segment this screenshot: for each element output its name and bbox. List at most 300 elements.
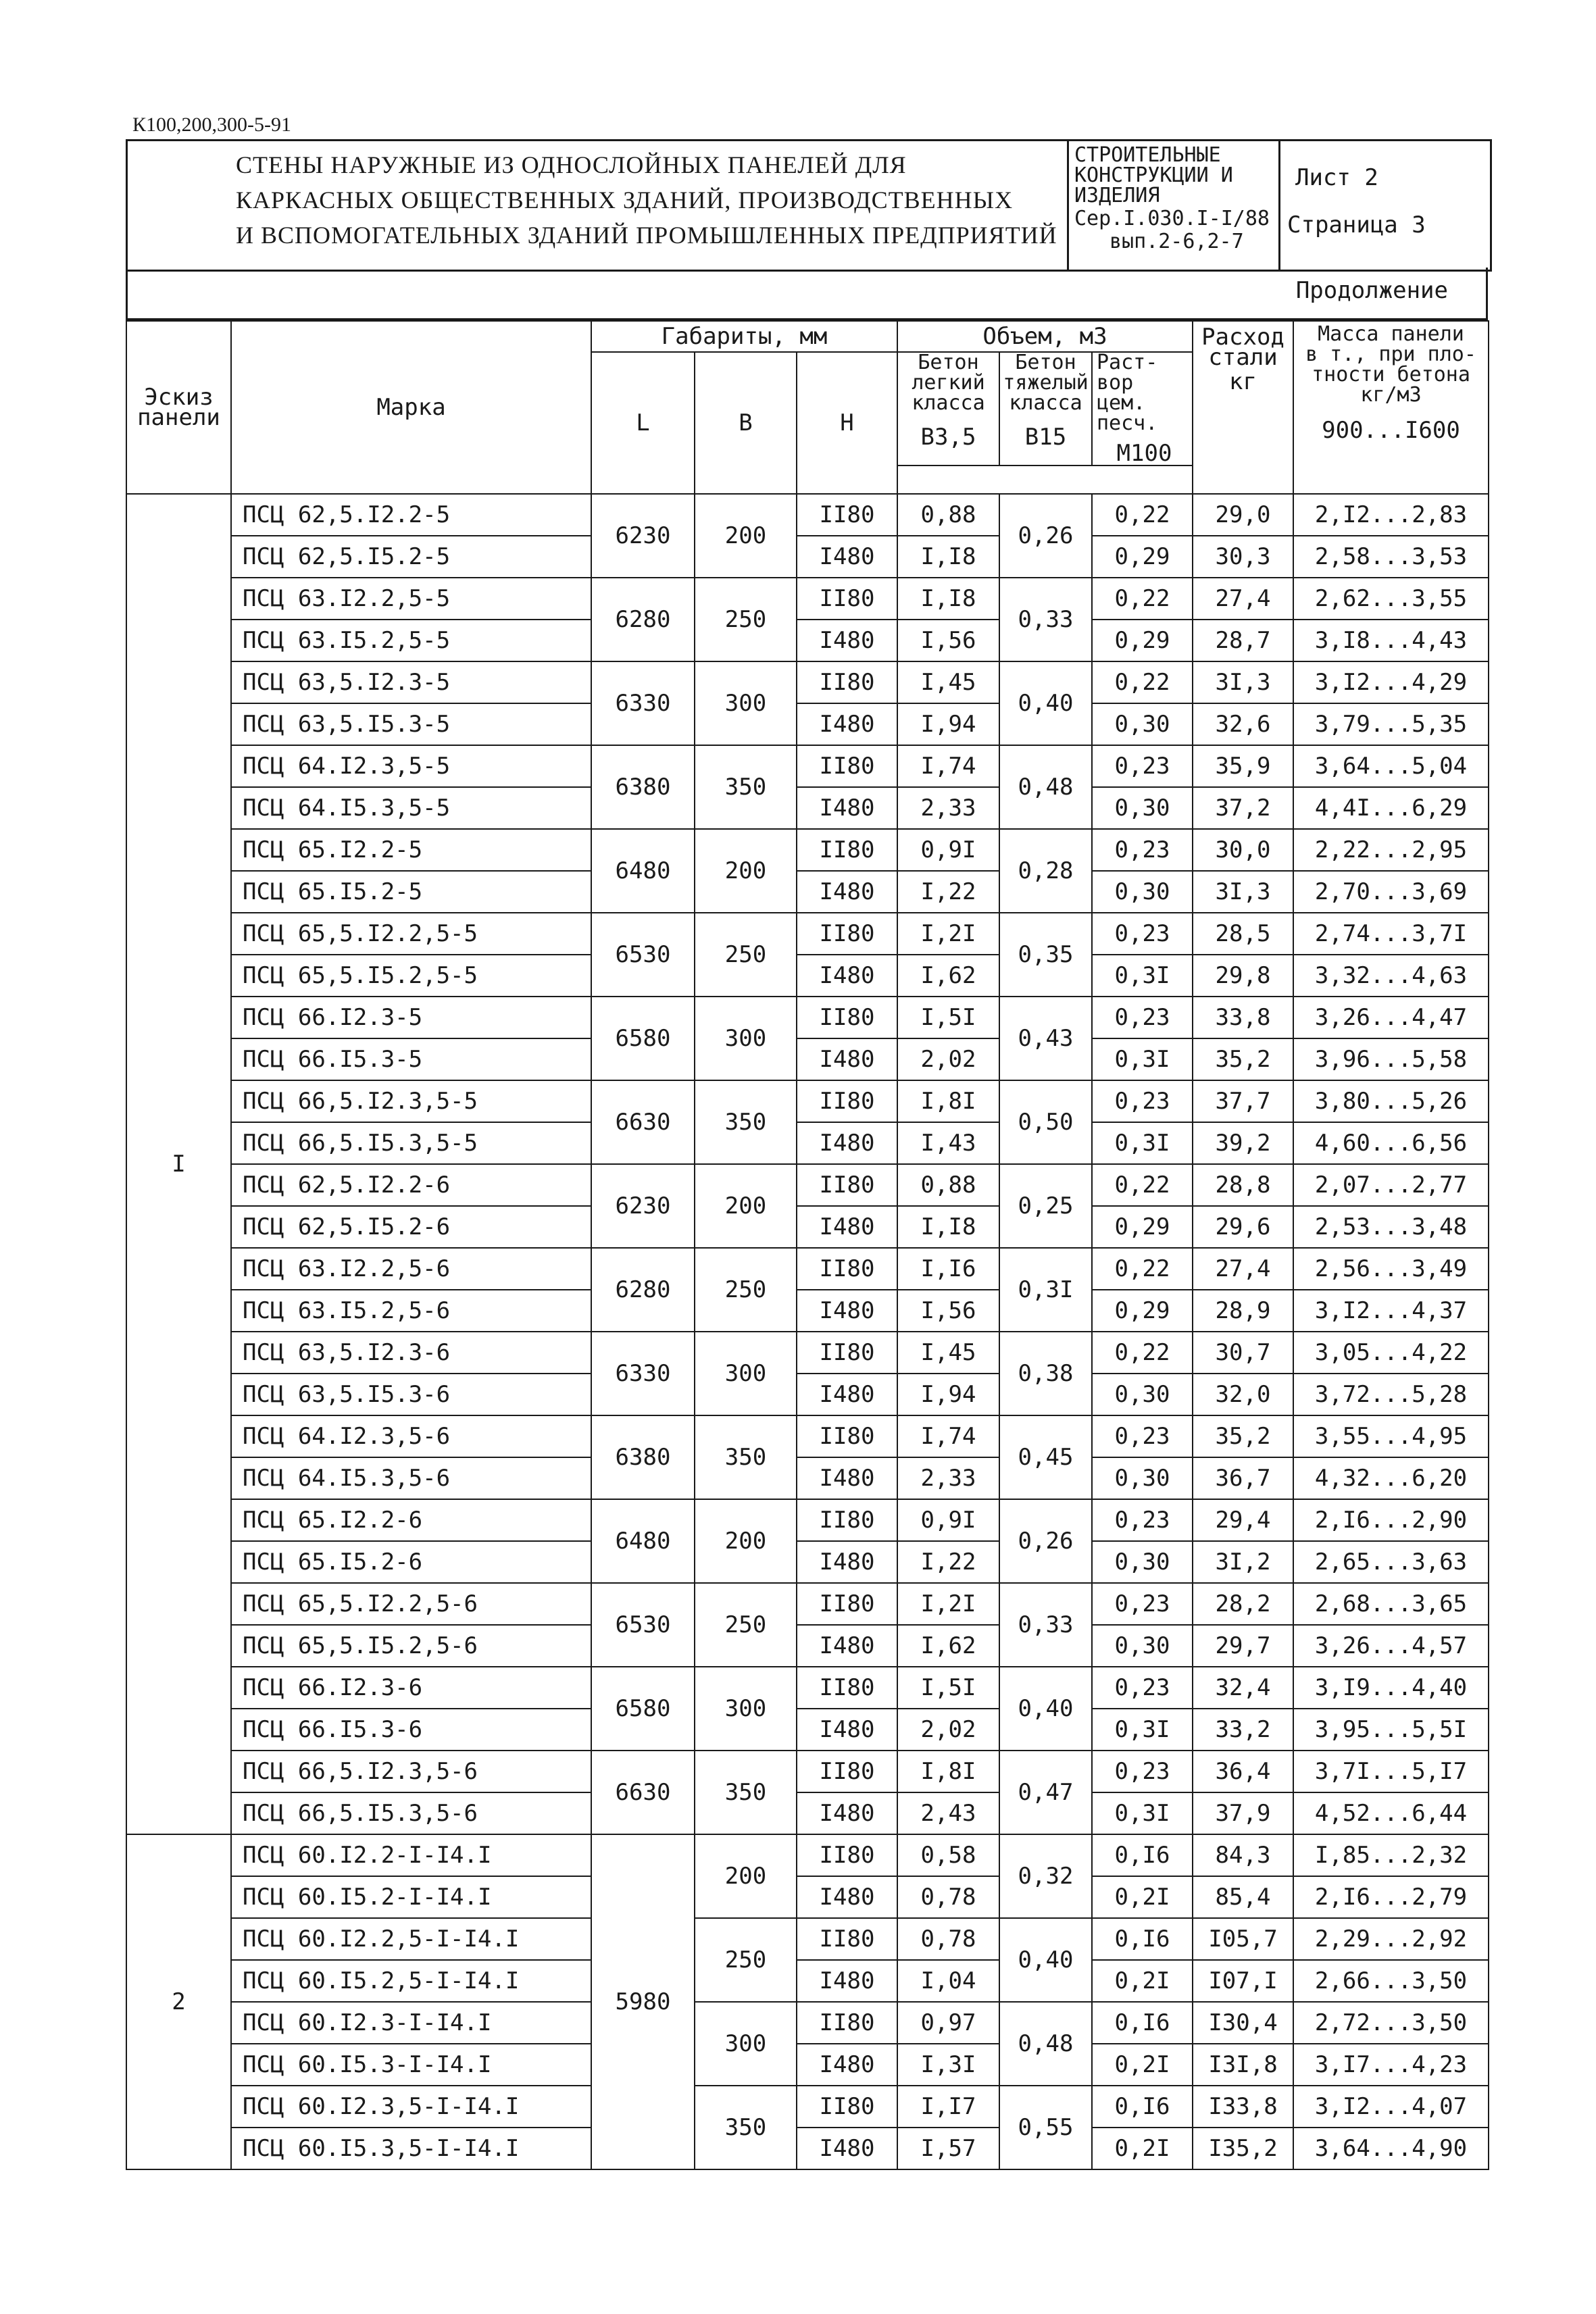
height-cell: I480 — [797, 1122, 897, 1164]
light-concrete-cell: I,94 — [897, 1374, 999, 1415]
heavy-concrete-cell: 0,33 — [999, 578, 1092, 661]
continuation-label: Продолжение — [1295, 277, 1448, 304]
width-cell: 300 — [695, 2002, 797, 2086]
table-row — [126, 1332, 1489, 1374]
light-concrete-cell: 0,97 — [897, 2002, 999, 2044]
mass-cell: 2,58...3,53 — [1293, 536, 1489, 578]
mark-cell: ПСЦ 66,5.I2.3,5-5 — [231, 1080, 591, 1122]
stamp-line: ИЗДЕЛИЯ — [1074, 184, 1160, 207]
mass-cell: 2,I2...2,83 — [1293, 494, 1489, 536]
table-row — [126, 2002, 1489, 2044]
light-concrete-cell: I,I8 — [897, 536, 999, 578]
steel-cell: 28,7 — [1193, 620, 1293, 661]
mark-cell: ПСЦ 66.I2.3-6 — [231, 1667, 591, 1709]
heavy-concrete-cell: 0,35 — [999, 913, 1092, 997]
mark-cell: ПСЦ 66,5.I2.3,5-6 — [231, 1751, 591, 1792]
mark-cell: ПСЦ 60.I5.3,5-I-I4.I — [231, 2128, 591, 2169]
mass-cell: 2,68...3,65 — [1293, 1583, 1489, 1625]
header-heavy-concrete: Бетон тяжелый класса В15 — [999, 352, 1092, 466]
table-row — [126, 997, 1489, 1038]
table-row — [126, 1751, 1489, 1792]
steel-cell: 36,4 — [1193, 1751, 1293, 1792]
height-cell: II80 — [797, 1583, 897, 1625]
height-cell: II80 — [797, 661, 897, 703]
mass-cell: 2,65...3,63 — [1293, 1541, 1489, 1583]
steel-cell: 29,6 — [1193, 1206, 1293, 1248]
height-cell: I480 — [797, 871, 897, 913]
steel-cell: 84,3 — [1193, 1834, 1293, 1876]
mortar-cell: 0,I6 — [1092, 1834, 1193, 1876]
mass-cell: 2,74...3,7I — [1293, 913, 1489, 955]
mortar-cell: 0,3I — [1092, 1792, 1193, 1834]
height-cell: I480 — [797, 1038, 897, 1080]
height-cell: I480 — [797, 787, 897, 829]
height-cell: II80 — [797, 829, 897, 871]
light-concrete-cell: 0,78 — [897, 1918, 999, 1960]
length-cell: 6380 — [591, 745, 695, 829]
width-cell: 350 — [695, 1415, 797, 1499]
mass-cell: 3,95...5,5I — [1293, 1709, 1489, 1751]
light-concrete-cell: I,2I — [897, 1583, 999, 1625]
light-concrete-cell: I,57 — [897, 2128, 999, 2169]
mark-cell: ПСЦ 62,5.I2.2-5 — [231, 494, 591, 536]
width-cell: 200 — [695, 1164, 797, 1248]
steel-cell: 30,3 — [1193, 536, 1293, 578]
table-row — [126, 494, 1489, 536]
length-cell: 6280 — [591, 578, 695, 661]
table-row — [126, 2044, 1489, 2086]
table-row — [126, 1541, 1489, 1583]
width-cell: 300 — [695, 997, 797, 1080]
mark-cell: ПСЦ 60.I2.3,5-I-I4.I — [231, 2086, 591, 2128]
light-concrete-cell: 0,88 — [897, 494, 999, 536]
length-cell: 6580 — [591, 997, 695, 1080]
header-H: Н — [797, 352, 897, 494]
mark-cell: ПСЦ 65,5.I2.2,5-6 — [231, 1583, 591, 1625]
mass-cell: 3,I2...4,07 — [1293, 2086, 1489, 2128]
table-row — [126, 1960, 1489, 2002]
heavy-concrete-cell: 0,26 — [999, 1499, 1092, 1583]
height-cell: I480 — [797, 1625, 897, 1667]
length-cell: 6480 — [591, 1499, 695, 1583]
stamp-line: Сер.I.030.I-I/88 — [1074, 207, 1270, 230]
table-row — [126, 1457, 1489, 1499]
width-cell: 300 — [695, 661, 797, 745]
light-concrete-cell: I,5I — [897, 1667, 999, 1709]
light-concrete-cell: I,I8 — [897, 1206, 999, 1248]
mortar-cell: 0,30 — [1092, 1457, 1193, 1499]
height-cell: II80 — [797, 745, 897, 787]
light-concrete-cell: I,04 — [897, 1960, 999, 2002]
mortar-cell: 0,22 — [1092, 1248, 1193, 1290]
light-concrete-cell: I,45 — [897, 661, 999, 703]
steel-cell: 3I,2 — [1193, 1541, 1293, 1583]
mortar-cell: 0,29 — [1092, 620, 1193, 661]
panel-specification-table — [126, 320, 1489, 2170]
steel-cell: 27,4 — [1193, 578, 1293, 620]
header-L: L — [591, 352, 695, 494]
width-cell: 200 — [695, 1499, 797, 1583]
steel-cell: 3I,3 — [1193, 661, 1293, 703]
title-line: СТЕНЫ НАРУЖНЫЕ ИЗ ОДНОСЛОЙНЫХ ПАНЕЛЕЙ ДЛЯ — [236, 151, 907, 178]
mortar-cell: 0,29 — [1092, 536, 1193, 578]
mortar-cell: 0,22 — [1092, 1332, 1193, 1374]
width-cell: 250 — [695, 1583, 797, 1667]
mortar-cell: 0,23 — [1092, 1080, 1193, 1122]
height-cell: II80 — [797, 578, 897, 620]
mortar-cell: 0,29 — [1092, 1290, 1193, 1332]
header-mark: Марка — [231, 321, 591, 494]
header-sketch: Эскиз панели — [126, 321, 231, 494]
steel-cell: 35,9 — [1193, 745, 1293, 787]
width-cell: 300 — [695, 1667, 797, 1751]
steel-cell: 3I,3 — [1193, 871, 1293, 913]
length-cell: 6530 — [591, 913, 695, 997]
header-B: В — [695, 352, 797, 494]
height-cell: II80 — [797, 913, 897, 955]
height-cell: II80 — [797, 1918, 897, 1960]
heavy-concrete-cell: 0,26 — [999, 494, 1092, 578]
mortar-cell: 0,30 — [1092, 871, 1193, 913]
heavy-concrete-cell: 0,40 — [999, 1918, 1092, 2002]
light-concrete-cell: 0,58 — [897, 1834, 999, 1876]
length-cell: 6530 — [591, 1583, 695, 1667]
stamp-line: КОНСТРУКЦИИ И — [1074, 164, 1233, 187]
height-cell: II80 — [797, 494, 897, 536]
mass-cell: 2,I6...2,79 — [1293, 1876, 1489, 1918]
table-row — [126, 1248, 1489, 1290]
height-cell: I480 — [797, 1709, 897, 1751]
document-code: К100,200,300-5-91 — [132, 114, 291, 136]
length-cell: 6230 — [591, 1164, 695, 1248]
height-cell: I480 — [797, 536, 897, 578]
heavy-concrete-cell: 0,48 — [999, 2002, 1092, 2086]
mortar-cell: 0,3I — [1092, 1122, 1193, 1164]
mortar-cell: 0,23 — [1092, 1751, 1193, 1792]
mark-cell: ПСЦ 65.I5.2-5 — [231, 871, 591, 913]
steel-cell: 29,0 — [1193, 494, 1293, 536]
mark-cell: ПСЦ 60.I2.3-I-I4.I — [231, 2002, 591, 2044]
mortar-cell: 0,23 — [1092, 745, 1193, 787]
width-cell: 350 — [695, 2086, 797, 2169]
mortar-cell: 0,23 — [1092, 829, 1193, 871]
header-steel: Расход стали кг — [1193, 321, 1293, 494]
table-row — [126, 536, 1489, 578]
mass-cell: 2,22...2,95 — [1293, 829, 1489, 871]
header-volume: Объем, м3 — [897, 321, 1193, 352]
stamp-line: СТРОИТЕЛЬНЫЕ — [1074, 143, 1221, 167]
light-concrete-cell: I,22 — [897, 1541, 999, 1583]
mark-cell: ПСЦ 63,5.I5.3-5 — [231, 703, 591, 745]
height-cell: I480 — [797, 2128, 897, 2169]
light-concrete-cell: 2,33 — [897, 787, 999, 829]
sheet-info — [1280, 141, 1490, 270]
header-mortar: Раст- вор цем. песч. М100 — [1092, 352, 1193, 466]
mortar-cell: 0,22 — [1092, 661, 1193, 703]
length-cell: 6630 — [591, 1751, 695, 1834]
table-row — [126, 871, 1489, 913]
table-row — [126, 1415, 1489, 1457]
mass-cell: 3,64...4,90 — [1293, 2128, 1489, 2169]
height-cell: I480 — [797, 1876, 897, 1918]
height-cell: I480 — [797, 1457, 897, 1499]
steel-cell: I30,4 — [1193, 2002, 1293, 2044]
mortar-cell: 0,3I — [1092, 1709, 1193, 1751]
mortar-cell: 0,30 — [1092, 703, 1193, 745]
table-row — [126, 829, 1489, 871]
mass-cell: 3,I8...4,43 — [1293, 620, 1489, 661]
width-cell: 250 — [695, 1918, 797, 2002]
mark-cell: ПСЦ 60.I5.3-I-I4.I — [231, 2044, 591, 2086]
light-concrete-cell: I,8I — [897, 1080, 999, 1122]
light-concrete-cell: I,56 — [897, 620, 999, 661]
steel-cell: 27,4 — [1193, 1248, 1293, 1290]
mark-cell: ПСЦ 66,5.I5.3,5-5 — [231, 1122, 591, 1164]
mortar-cell: 0,30 — [1092, 1541, 1193, 1583]
height-cell: II80 — [797, 1415, 897, 1457]
light-concrete-cell: I,I6 — [897, 1248, 999, 1290]
height-cell: II80 — [797, 1164, 897, 1206]
light-concrete-cell: I,I8 — [897, 578, 999, 620]
mortar-cell: 0,2I — [1092, 1960, 1193, 2002]
table-row — [126, 1080, 1489, 1122]
mark-cell: ПСЦ 60.I5.2-I-I4.I — [231, 1876, 591, 1918]
mark-cell: ПСЦ 66.I5.3-6 — [231, 1709, 591, 1751]
mark-cell: ПСЦ 63,5.I5.3-6 — [231, 1374, 591, 1415]
steel-cell: 28,2 — [1193, 1583, 1293, 1625]
mark-cell: ПСЦ 63.I5.2,5-6 — [231, 1290, 591, 1332]
table-row — [126, 703, 1489, 745]
mass-cell: I,85...2,32 — [1293, 1834, 1489, 1876]
mortar-cell: 0,I6 — [1092, 2002, 1193, 2044]
height-cell: II80 — [797, 2002, 897, 2044]
steel-cell: 29,8 — [1193, 955, 1293, 997]
header-light-concrete: Бетон легкий класса В3,5 — [897, 352, 999, 466]
light-concrete-cell: 2,02 — [897, 1038, 999, 1080]
mark-cell: ПСЦ 64.I5.3,5-6 — [231, 1457, 591, 1499]
light-concrete-cell: 0,88 — [897, 1164, 999, 1206]
table-row — [126, 1122, 1489, 1164]
width-cell: 250 — [695, 578, 797, 661]
steel-cell: I05,7 — [1193, 1918, 1293, 1960]
steel-cell: 32,4 — [1193, 1667, 1293, 1709]
height-cell: I480 — [797, 620, 897, 661]
mark-cell: ПСЦ 60.I2.2,5-I-I4.I — [231, 1918, 591, 1960]
table-row — [126, 1792, 1489, 1834]
length-cell: 6480 — [591, 829, 695, 913]
mass-cell: 4,4I...6,29 — [1293, 787, 1489, 829]
mark-cell: ПСЦ 64.I2.3,5-6 — [231, 1415, 591, 1457]
document-title — [128, 141, 1069, 270]
width-cell: 250 — [695, 913, 797, 997]
height-cell: II80 — [797, 2086, 897, 2128]
mark-cell: ПСЦ 65.I2.2-5 — [231, 829, 591, 871]
light-concrete-cell: I,56 — [897, 1290, 999, 1332]
mark-cell: ПСЦ 60.I2.2-I-I4.I — [231, 1834, 591, 1876]
mortar-cell: 0,I6 — [1092, 2086, 1193, 2128]
steel-cell: 37,9 — [1193, 1792, 1293, 1834]
length-cell: 5980 — [591, 1834, 695, 2169]
height-cell: I480 — [797, 955, 897, 997]
steel-cell: 30,7 — [1193, 1332, 1293, 1374]
width-cell: 300 — [695, 1332, 797, 1415]
mass-cell: 3,I7...4,23 — [1293, 2044, 1489, 2086]
steel-cell: 30,0 — [1193, 829, 1293, 871]
mark-cell: ПСЦ 62,5.I2.2-6 — [231, 1164, 591, 1206]
height-cell: II80 — [797, 1751, 897, 1792]
length-cell: 6230 — [591, 494, 695, 578]
heavy-concrete-cell: 0,48 — [999, 745, 1092, 829]
mark-cell: ПСЦ 65,5.I2.2,5-5 — [231, 913, 591, 955]
steel-cell: 29,7 — [1193, 1625, 1293, 1667]
heavy-concrete-cell: 0,43 — [999, 997, 1092, 1080]
steel-cell: I07,I — [1193, 1960, 1293, 2002]
light-concrete-cell: I,8I — [897, 1751, 999, 1792]
table-row — [126, 955, 1489, 997]
light-concrete-cell: I,2I — [897, 913, 999, 955]
steel-cell: 37,7 — [1193, 1080, 1293, 1122]
mark-cell: ПСЦ 63,5.I2.3-6 — [231, 1332, 591, 1374]
mortar-cell: 0,22 — [1092, 494, 1193, 536]
table-header — [126, 321, 1489, 494]
mass-cell: 3,26...4,47 — [1293, 997, 1489, 1038]
mortar-cell: 0,2I — [1092, 2128, 1193, 2169]
mark-cell: ПСЦ 65,5.I5.2,5-6 — [231, 1625, 591, 1667]
heavy-concrete-cell: 0,33 — [999, 1583, 1092, 1667]
heavy-concrete-cell: 0,25 — [999, 1164, 1092, 1248]
steel-cell: 85,4 — [1193, 1876, 1293, 1918]
width-cell: 200 — [695, 829, 797, 913]
heavy-concrete-cell: 0,40 — [999, 661, 1092, 745]
mass-cell: 4,52...6,44 — [1293, 1792, 1489, 1834]
light-concrete-cell: I,74 — [897, 1415, 999, 1457]
length-cell: 6380 — [591, 1415, 695, 1499]
page-number: Страница 3 — [1287, 211, 1426, 238]
width-cell: 350 — [695, 1080, 797, 1164]
height-cell: I480 — [797, 1960, 897, 2002]
light-concrete-cell: 2,43 — [897, 1792, 999, 1834]
light-concrete-cell: I,94 — [897, 703, 999, 745]
mass-cell: 3,I2...4,37 — [1293, 1290, 1489, 1332]
sheet-number: Лист 2 — [1295, 164, 1378, 191]
height-cell: II80 — [797, 1834, 897, 1876]
table-row — [126, 913, 1489, 955]
mark-cell: ПСЦ 63.I2.2,5-6 — [231, 1248, 591, 1290]
light-concrete-cell: I,43 — [897, 1122, 999, 1164]
heavy-concrete-cell: 0,38 — [999, 1332, 1092, 1415]
steel-cell: 33,2 — [1193, 1709, 1293, 1751]
table-row — [126, 1583, 1489, 1625]
mark-cell: ПСЦ 65,5.I5.2,5-5 — [231, 955, 591, 997]
heavy-concrete-cell: 0,45 — [999, 1415, 1092, 1499]
mass-cell: 3,26...4,57 — [1293, 1625, 1489, 1667]
title-line: КАРКАСНЫХ ОБЩЕСТВЕННЫХ ЗДАНИЙ, ПРОИЗВОДСТВЕННЫХ — [236, 186, 1014, 213]
mass-cell: 2,56...3,49 — [1293, 1248, 1489, 1290]
width-cell: 350 — [695, 745, 797, 829]
steel-cell: 29,4 — [1193, 1499, 1293, 1541]
steel-cell: I35,2 — [1193, 2128, 1293, 2169]
height-cell: I480 — [797, 1792, 897, 1834]
height-cell: II80 — [797, 997, 897, 1038]
header-mass: Масса панели в т., при пло- тности бетона кг/м3 900...I600 — [1293, 321, 1489, 494]
mass-cell: 2,07...2,77 — [1293, 1164, 1489, 1206]
mortar-cell: 0,2I — [1092, 1876, 1193, 1918]
steel-cell: 39,2 — [1193, 1122, 1293, 1164]
title-block — [126, 139, 1492, 272]
height-cell: II80 — [797, 1080, 897, 1122]
height-cell: I480 — [797, 1290, 897, 1332]
sketch-label: 2 — [126, 1834, 231, 2169]
length-cell: 6280 — [591, 1248, 695, 1332]
mass-cell: 2,29...2,92 — [1293, 1918, 1489, 1960]
mortar-cell: 0,22 — [1092, 578, 1193, 620]
height-cell: II80 — [797, 1667, 897, 1709]
mass-cell: 3,I2...4,29 — [1293, 661, 1489, 703]
mark-cell: ПСЦ 65.I5.2-6 — [231, 1541, 591, 1583]
table-row — [126, 1876, 1489, 1918]
steel-cell: 28,9 — [1193, 1290, 1293, 1332]
header-dimensions: Габариты, мм — [591, 321, 897, 352]
table-row — [126, 1625, 1489, 1667]
steel-cell: 35,2 — [1193, 1415, 1293, 1457]
length-cell: 6630 — [591, 1080, 695, 1164]
mortar-cell: 0,23 — [1092, 1667, 1193, 1709]
table-row — [126, 1164, 1489, 1206]
mortar-cell: 0,23 — [1092, 1499, 1193, 1541]
mortar-cell: 0,29 — [1092, 1206, 1193, 1248]
mortar-cell: 0,I6 — [1092, 1918, 1193, 1960]
mark-cell: ПСЦ 65.I2.2-6 — [231, 1499, 591, 1541]
mass-cell: 2,66...3,50 — [1293, 1960, 1489, 2002]
mass-cell: 3,64...5,04 — [1293, 745, 1489, 787]
heavy-concrete-cell: 0,50 — [999, 1080, 1092, 1164]
heavy-concrete-cell: 0,32 — [999, 1834, 1092, 1918]
width-cell: 200 — [695, 1834, 797, 1918]
height-cell: II80 — [797, 1332, 897, 1374]
light-concrete-cell: I,I7 — [897, 2086, 999, 2128]
mass-cell: 3,80...5,26 — [1293, 1080, 1489, 1122]
steel-cell: 33,8 — [1193, 997, 1293, 1038]
table-row — [126, 1918, 1489, 1960]
mass-cell: 4,32...6,20 — [1293, 1457, 1489, 1499]
length-cell: 6330 — [591, 1332, 695, 1415]
mark-cell: ПСЦ 66,5.I5.3,5-6 — [231, 1792, 591, 1834]
width-cell: 200 — [695, 494, 797, 578]
table-row — [126, 1709, 1489, 1751]
mortar-cell: 0,30 — [1092, 1374, 1193, 1415]
light-concrete-cell: I,62 — [897, 955, 999, 997]
height-cell: I480 — [797, 1206, 897, 1248]
title-line: И ВСПОМОГАТЕЛЬНЫХ ЗДАНИЙ ПРОМЫШЛЕННЫХ ПРЕДПРИЯТИЙ — [236, 222, 1057, 249]
light-concrete-cell: 2,33 — [897, 1457, 999, 1499]
light-concrete-cell: 0,9I — [897, 1499, 999, 1541]
mass-cell: 2,62...3,55 — [1293, 578, 1489, 620]
mark-cell: ПСЦ 62,5.I5.2-6 — [231, 1206, 591, 1248]
length-cell: 6330 — [591, 661, 695, 745]
width-cell: 350 — [695, 1751, 797, 1834]
sketch-label: I — [126, 494, 231, 1834]
height-cell: II80 — [797, 1499, 897, 1541]
steel-cell: 28,8 — [1193, 1164, 1293, 1206]
steel-cell: 32,6 — [1193, 703, 1293, 745]
heavy-concrete-cell: 0,47 — [999, 1751, 1092, 1834]
mass-cell: 3,32...4,63 — [1293, 955, 1489, 997]
width-cell: 250 — [695, 1248, 797, 1332]
table-row — [126, 787, 1489, 829]
table-row — [126, 1374, 1489, 1415]
mass-cell: 3,I9...4,40 — [1293, 1667, 1489, 1709]
table-row — [126, 620, 1489, 661]
